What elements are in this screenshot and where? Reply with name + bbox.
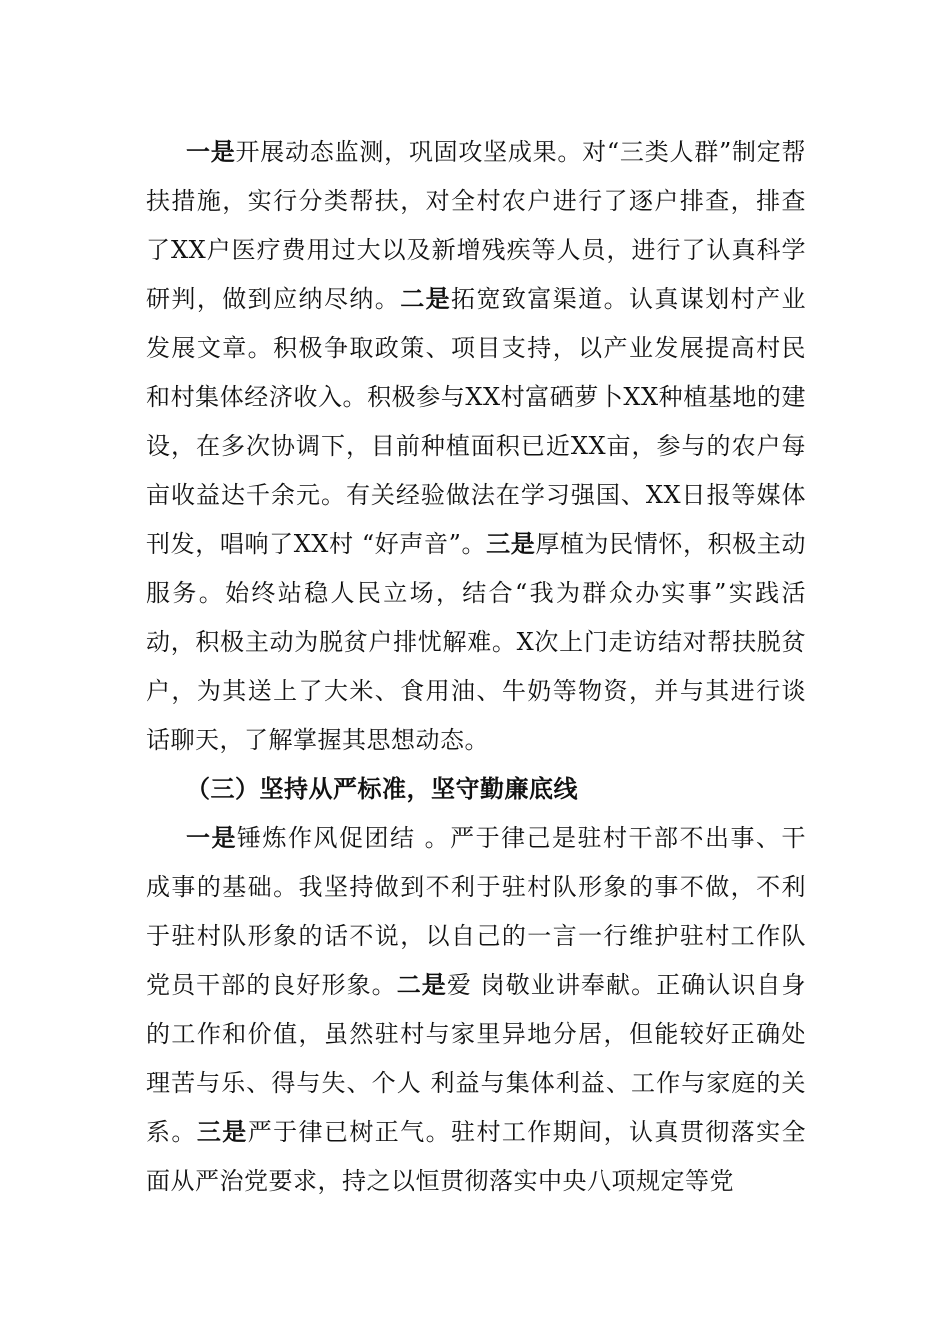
- paragraph-poverty-work: [146, 128, 806, 765]
- point-label-one: 一是: [186, 138, 236, 166]
- point-text-work-style: 锤炼作风促团结 。严于律己是驻村干部不出事、干成事的基础。我坚持做到不利于驻村队形象的事不做，不利于驻村队形象的话不说，以自己的一言一行维护驻村工作队党员干部的良好形象。: [146, 824, 806, 999]
- point-text-service: 厚植为民情怀，积极主动服务。始终站稳人民立场，结合“我为群众办实事”实践活动，积极主动为脱贫户排忧解难。X次上门走访结对帮扶脱贫户，为其送上了大米、食用油、牛奶等物资，并与其进行谈话聊天，了解掌握其思想动态。: [146, 530, 806, 754]
- point-text-monitoring: 开展动态监测，巩固攻坚成果。对“三类人群”制定帮扶措施，实行分类帮扶，对全村农户进行了逐户排查，排查了XX户医疗费用过大以及新增残疾等人员，进行了认真科学研判，做到应纳尽纳。: [146, 138, 807, 313]
- point-label-three: 三是: [196, 1118, 248, 1146]
- point-text-discipline: 严于律已树正气。驻村工作期间，认真贯彻落实全面从严治党要求，持之以恒贯彻落实中央八项规定等党: [146, 1118, 807, 1195]
- point-label-two: 二是: [396, 971, 447, 999]
- point-label-three: 三是: [486, 530, 536, 558]
- point-text-income-channels: 拓宽致富渠道。认真谋划村产业发展文章。积极争取政策、项目支持，以产业发展提高村民和村集体经济收入。积极参与XX村富硒萝卜XX种植基地的建设，在多次协调下，目前种植面积已近XX亩，参与的农户每亩收益达千余元。有关经验做法在学习强国、XX日报等媒体刊发，唱响了XX村 “好声音”。: [146, 285, 807, 558]
- document-body: [146, 128, 806, 1206]
- paragraph-integrity: [146, 814, 806, 1206]
- point-label-one: 一是: [186, 824, 237, 852]
- point-text-dedication: 爱 岗敬业讲奉献。正确认识自身的工作和价值，虽然驻村与家里异地分居，但能较好正确处理苦与乐、得与失、个人 利益与集体利益、工作与家庭的关系。: [146, 971, 807, 1146]
- section-heading: （三）坚持从严标准，坚守勤廉底线: [186, 775, 578, 803]
- point-label-two: 二是: [400, 285, 452, 313]
